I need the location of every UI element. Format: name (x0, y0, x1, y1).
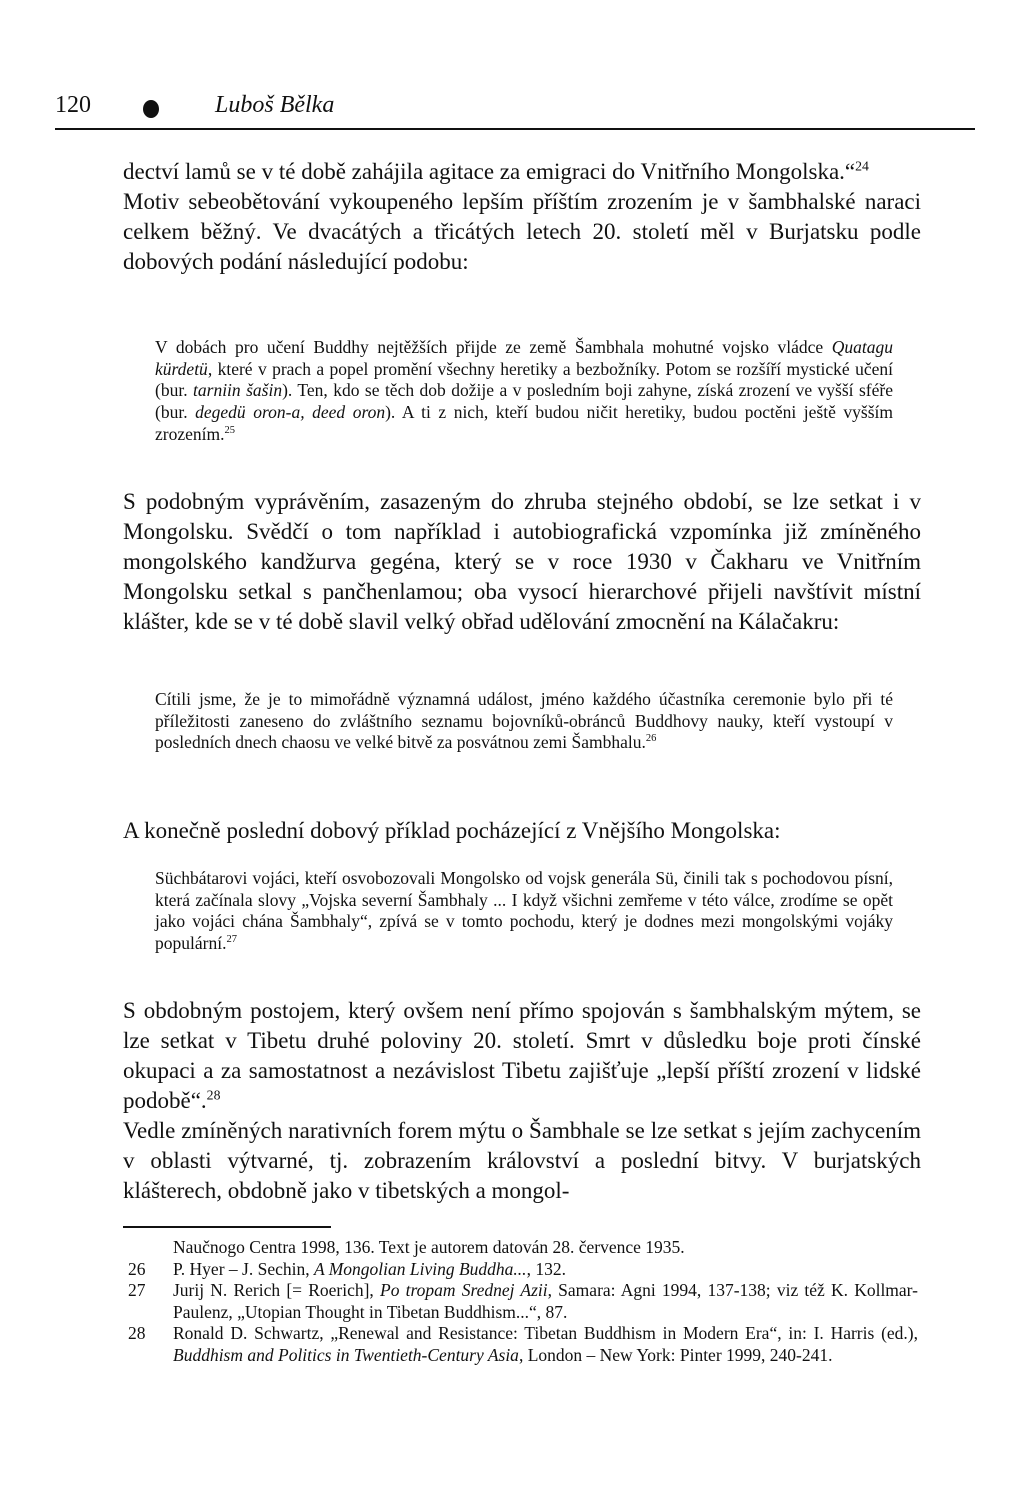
footnote-27: 27 Jurij N. Rerich [= Roerich], Po tropam Srednej Azii, Samara: Agni 1994, 137-138; viz též K. Kollmar-Paulenz, „Utopian Thought in Tibetan Buddhism...“, 87. (128, 1280, 918, 1322)
body-text-top (123, 157, 921, 277)
footnote-26: 26 P. Hyer – J. Sechin, A Mongolian Living Buddha..., 132. (128, 1258, 566, 1279)
footnote-ref: 24 (855, 158, 869, 174)
running-header (55, 92, 975, 130)
paragraph: S podobným vyprávěním, zasazeným do zhruba stejného období, se lze setkat i v Mongolsku. Svědčí o tom například i autobiografická vzpomínka již zmíněného mongolského kandžurva gegéna, který se v roce 1930 v Čakharu ve Vnitřním Mongolsku setkal s pančhenlamou; oba vysocí hierarchové přijeli navštívit místní klášter, kde se v té době slavil velký obřad udělování zmocnění na Kálačakru: (123, 489, 921, 634)
block-quote: Cítili jsme, že je to mimořádně významná událost, jméno každého účastníka ceremonie bylo při té příležitosti zaneseno do zvláštního seznamu bojovníků-obránců Buddhovy nauky, kteří vystoupí v posledních dnech chaosu ve velké bitvě za posvátnou zemi Šambhalu.$^{26}$ (155, 689, 893, 753)
body-text-bottom (123, 996, 921, 1206)
footnote-ref: 28 (206, 1087, 221, 1103)
body-text-lead (123, 816, 921, 846)
body-text-middle (123, 487, 921, 637)
footnote-ref: 25 (224, 424, 235, 436)
footnote-28: 28 Ronald D. Schwartz, „Renewal and Resistance: Tibetan Buddhism in Modern Era“, in: I. Harris (ed.), Buddhism and Politics in Twentieth-Century Asia, London – New York: Pinter 1999, 240-241. (128, 1323, 918, 1365)
block-quote: V dobách pro učení Buddhy nejtěžších přijde ze země Šambhala mohutné vojsko vládce Quatagu kürdetü, které v prach a popel promění všechny heretiky a bezbožníky. Potom se rozšíří mystické učení (bur. tarniin šašin). Ten, kdo se těch dob dožije a v posledním boji zahyne, získá zrození ve vyšší sféře (bur. degedü oron-a, deed oron). A ti z nich, kteří budou ničit heretiky, budou poctěni ještě vyšším zrozením.$^{25}$ (155, 337, 893, 444)
paragraph: S obdobným postojem, který ovšem není přímo spojován s šambhalským mýtem, se lze setkat v Tibetu druhé poloviny 20. století. Smrt v důsledku boje proti čínské okupaci a za samostatnost a nezávislost Tibetu zajišťuje „lepší příští zrození v lidské podobě“.$^{28}$ (123, 998, 921, 1113)
footnote-continued: Naučnogo Centra 1998, 136. Text je autorem datován 28. července 1935. (173, 1237, 685, 1257)
paragraph: Motiv sebeobětování vykoupeného lepším příštím zrozením je v šambhalské naraci celkem běžný. Ve dvacátých a třicátých letech 20. století měl v Burjatsku podle dobových podání následující podobu: (123, 189, 921, 274)
footnote-divider (123, 1226, 331, 1228)
footnotes (128, 1237, 918, 1367)
paragraph-continued: dectví lamů se v té době zahájila agitace za emigraci do Vnitřního Mongolska.“$^{24}$ (123, 158, 869, 184)
page-number: 120 (55, 92, 91, 118)
block-quote: Süchbátarovi vojáci, kteří osvobozovali Mongolsko od vojsk generála Sü, činili tak s pochodovou písní, která začínala slovy „Vojska severní Šambhaly ... I když všichni zemřeme v této válce, zrodíme se opět jako vojáci chána Šambhaly“, zpívá se v tomto pochodu, který je dodnes mezi mongolskými vojáky populární.$^{27}$ (155, 868, 893, 954)
running-author: Luboš Bělka (215, 92, 335, 118)
bullet-icon (143, 100, 159, 118)
footnote-ref: 27 (226, 934, 237, 946)
paragraph: Vedle zmíněných narativních forem mýtu o Šambhale se lze setkat s jejím zachycením v oblasti výtvarné, tj. zobrazením království a poslední bitvy. V burjatských klášterech, obdobně jako v tibetských a mongol- (123, 1118, 921, 1203)
footnote-ref: 26 (645, 733, 657, 745)
paragraph: A konečně poslední dobový příklad pocházející z Vnějšího Mongolska: (123, 818, 781, 843)
